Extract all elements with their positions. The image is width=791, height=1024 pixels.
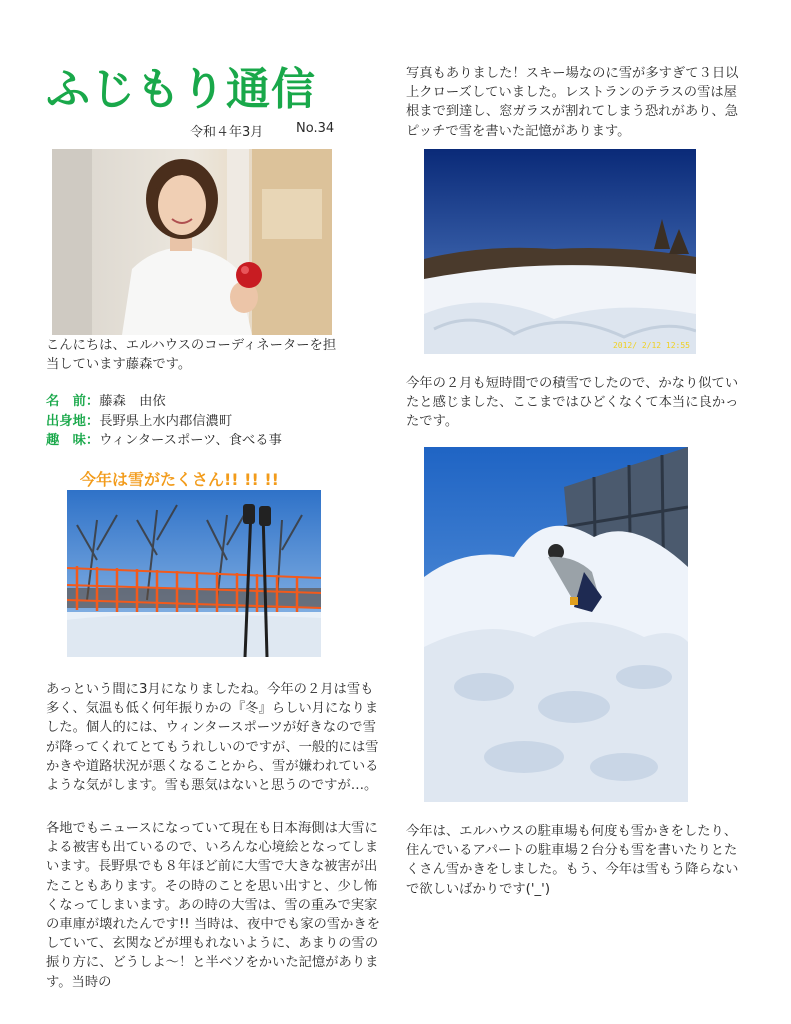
body-paragraph-4: 今年の２月も短時間での積雪でしたので、かなり似ていたと感じました、ここまではひどくなくて本当に良かったです。 — [406, 376, 739, 430]
greeting-text: こんにちは、エルハウスのコーディネーターを担当しています藤森です。 — [46, 338, 337, 373]
profile-label: 出身地： — [46, 413, 100, 429]
profile-value: 藤森 由依 — [99, 394, 166, 409]
body-paragraph-3: 写真もありました！スキー場なのに雪が多すぎて３日以上クローズしていました。レストランのテラスの雪は屋根まで到達し、窓ガラスが割れてしまう恐れがあり、急ピッチで雪を書いた記憶があります。 — [406, 66, 739, 139]
newsletter-title: ふじもり通信 — [46, 64, 316, 115]
ski-resort-photo — [424, 149, 696, 354]
profile-label: 趣 味： — [46, 433, 100, 448]
profile-value: 長野県上水内郡信濃町 — [99, 413, 233, 429]
profile-label: 名 前： — [46, 394, 100, 409]
body-paragraph-2: 各地でもニュースになっていて現在も日本海側は大雪による被害も出ているので、いろんな心境絵となってしまいます。長野県でも８年ほど前に大雪で大きな被害が出たこともあります。その時のことを思い出すと、少し怖くなってしまいます。あの時の大雪は、雪の重みで実家の車庫が壊れたんです!! 当時は、夜中でも家の雪かきをしていて、玄関などが埋もれないように、あまりの雪の振り方に、どうしよ～！と半ベソをかいた記憶があります。当時の — [46, 821, 381, 990]
profile-list — [46, 392, 282, 451]
profile-name-row — [46, 392, 282, 412]
body-paragraph-1: あっという間に3月になりましたね。今年の２月は雪も多く、気温も低く何年振りかの『冬』らしい月になりました。個人的には、ウィンタースポーツが好きなので雪が降ってくれてとてもうれしいのですが、一般的には雪かきや道路状況が悪くなることから、雪が嫌われているような気がします。雪も悪気はないと思うのですが…。 — [46, 682, 379, 794]
ski-poles-photo — [67, 490, 321, 657]
issue-date: 令和４年3月 — [190, 125, 264, 140]
snow-heading: 今年は雪がたくさん!! !! !! — [80, 470, 279, 489]
photo-date-stamp: 2012/ 2/12 12:55 — [612, 341, 690, 350]
profile-hometown-row — [46, 412, 282, 432]
profile-value: ウィンタースポーツ、食べる事 — [99, 433, 282, 448]
portrait-photo — [52, 149, 332, 335]
body-paragraph-5: 今年は、エルハウスの駐車場も何度も雪かきをしたり、住んでいるアパートの駐車場２台分も雪を書いたりとたくさん雪かきをしました。もう、今年は雪もう降らないで欲しいばかりです('_') — [406, 824, 739, 897]
profile-hobby-row — [46, 431, 282, 451]
snow-shoveling-photo — [424, 447, 688, 802]
issue-number: No.34 — [296, 121, 335, 136]
